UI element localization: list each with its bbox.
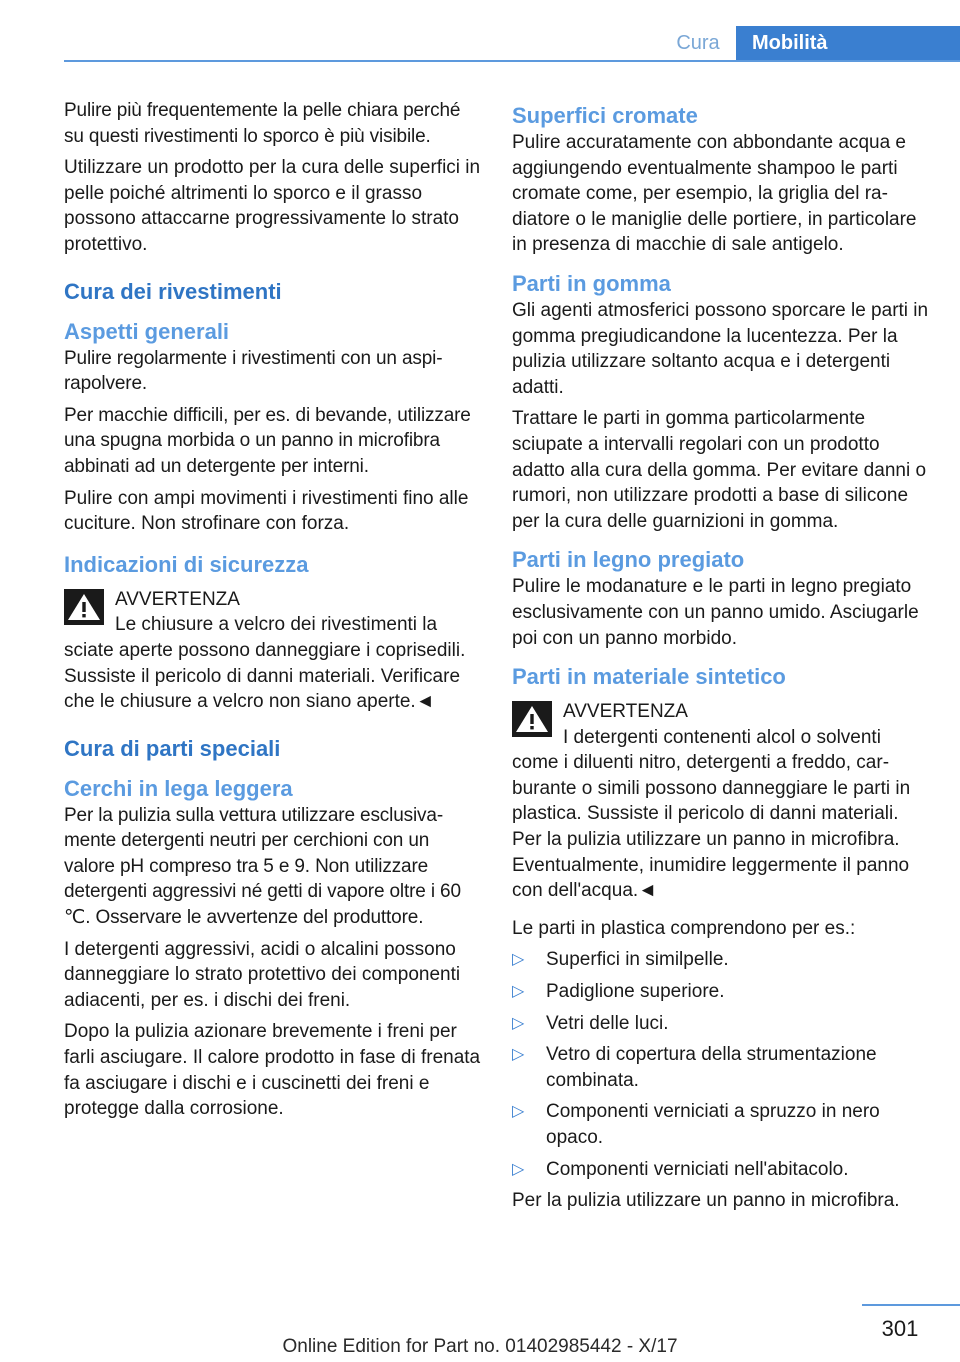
paragraph: Per la pulizia utilizzare un panno in microfibra.: [512, 1190, 900, 1212]
list-item: ▷ Superfici in similpelle.: [512, 947, 930, 973]
triangle-bullet-icon: ▷: [512, 1103, 525, 1121]
header-tab-cura[interactable]: Cura: [676, 32, 720, 54]
paragraph: Pulire con ampi movimenti i rivestimenti fino alle cuciture. Non strofinare con forza.: [64, 487, 469, 535]
left-column: [64, 98, 482, 1128]
warning-text: come i diluenti nitro, detergenti a freddo, carburante o simili possono danneggiare le parti in plastica. Sussiste il pericolo di danni materiali. Per la pulizia utilizzare un panno in microfibra. Eventualmente, inumidire leggermente il panno con dell'acqua.◄: [512, 752, 911, 902]
triangle-bullet-icon: ▷: [512, 951, 525, 969]
triangle-bullet-icon: ▷: [512, 983, 525, 1001]
paragraph: Pulire le modanature e le parti in legno pregiato esclusivamente con un panno umido. Asciugarle poi con un panno morbido.: [512, 576, 919, 649]
warning-title: AVVERTENZA: [115, 588, 240, 610]
paragraph: Per macchie difficili, per es. di bevande, utilizzare una spugna morbida o un panno in microfibra abbinati ad un detergente per interni.: [64, 404, 471, 477]
subsection-heading-legno: Parti in legno pregiato: [512, 547, 745, 573]
triangle-bullet-icon: ▷: [512, 1160, 525, 1178]
list-item: ▷ Vetro di copertura della strumentazione combinata.: [512, 1044, 877, 1091]
paragraph: Pulire regolarmente i rivestimenti con un aspirapolvere.: [64, 347, 443, 395]
warning-triangle-icon: [64, 589, 104, 625]
warning-title: AVVERTENZA: [563, 701, 688, 723]
footer-divider: [862, 1304, 960, 1306]
paragraph: Per la pulizia sulla vettura utilizzare esclusivamente detergenti neutri per cerchioni con un valore pH compreso tra 5 e 9. Non utilizzare detergenti aggressivi né getti di vapore oltre i 60 ℃. Osservare le avvertenze del produttore.: [64, 804, 461, 929]
triangle-bullet-icon: ▷: [512, 1046, 525, 1064]
list-item: ▷ Componenti verniciati nell'abitacolo.: [512, 1157, 930, 1183]
warning-triangle-icon: [512, 701, 552, 737]
subsection-heading-sicurezza: Indicazioni di sicurezza: [64, 551, 309, 577]
edition-footer: Online Edition for Part no. 01402985442 - X/17: [282, 1336, 678, 1357]
subsection-heading-gomma: Parti in gomma: [512, 270, 671, 296]
warning-box: [512, 699, 930, 904]
paragraph: Utilizzare un prodotto per la cura delle superfici in pelle poiché altrimenti lo sporco e il grasso possono attaccarne progressivamente lo strato protettivo.: [64, 157, 481, 255]
header-tab-mobilita[interactable]: Mobilità: [736, 26, 960, 60]
list-item: ▷ Vetri delle luci.: [512, 1011, 930, 1037]
bullet-list: [512, 947, 930, 1182]
list-item: ▷ Padiglione superiore.: [512, 979, 930, 1005]
subsection-heading-sintetico: Parti in materiale sintetico: [512, 664, 786, 690]
paragraph: Le parti in plastica comprendono per es.:: [512, 917, 856, 939]
header-divider: [64, 60, 960, 62]
paragraph: Gli agenti atmosferici possono sporcare le parti in gomma pregiudicandone la lucentezza. Per la pulizia utilizzare soltanto acqua e i detergenti adatti.: [512, 299, 929, 398]
warning-box: [64, 587, 482, 715]
paragraph: Pulire più frequentemente la pelle chiara perché su questi rivestimenti lo sporco è più visibile.: [64, 100, 461, 147]
section-heading-parti-speciali: Cura di parti speciali: [64, 735, 281, 761]
paragraph: Dopo la pulizia azionare brevemente i freni per farli asciugare. Il calore prodotto in fase di frenata fa asciugare i dischi e i cuscinetti dei freni e protegge dalla corrosione.: [64, 1021, 481, 1120]
warning-text: sciate aperte possono danneggiare i coprisedili. Sussiste il pericolo di danni materiali. Verificare che le chiusure a velcro non siano aperte.◄: [64, 639, 466, 713]
paragraph: I detergenti aggressivi, acidi o alcalini possono danneggiare lo strato protettivo dei componenti adiacenti, per es. i dischi dei freni.: [64, 938, 461, 1011]
page-number: 301: [881, 1316, 919, 1341]
subsection-heading-cerchi: Cerchi in lega leggera: [64, 775, 293, 801]
warning-text-first-line: I detergenti contenenti alcol o solventi: [563, 726, 881, 748]
right-column: [512, 102, 930, 1220]
section-heading-cura-rivestimenti: Cura dei rivestimenti: [64, 278, 282, 304]
warning-text-first-line: Le chiusure a velcro dei rivestimenti la: [115, 614, 438, 636]
subsection-heading-aspetti-generali: Aspetti generali: [64, 318, 230, 344]
paragraph: Pulire accuratamente con abbondante acqua e aggiungendo eventualmente shampoo le parti cromate come, per esempio, la griglia del radiatore o le maniglie delle portiere, in particolare in presenza di macchie di sale antigelo.: [512, 132, 917, 256]
triangle-bullet-icon: ▷: [512, 1014, 525, 1032]
list-item: ▷ Componenti verniciati a spruzzo in nero opaco.: [512, 1101, 880, 1148]
page-header: [0, 0, 960, 62]
paragraph: Trattare le parti in gomma particolarmente sciupate a intervalli regolari con un prodotto adatto alla cura della gomma. Per evitare danni o rumori, non utilizzare prodotti a base di silicone per la cura delle guarnizioni in gomma.: [512, 408, 927, 532]
subsection-heading-cromate: Superfici cromate: [512, 103, 698, 128]
